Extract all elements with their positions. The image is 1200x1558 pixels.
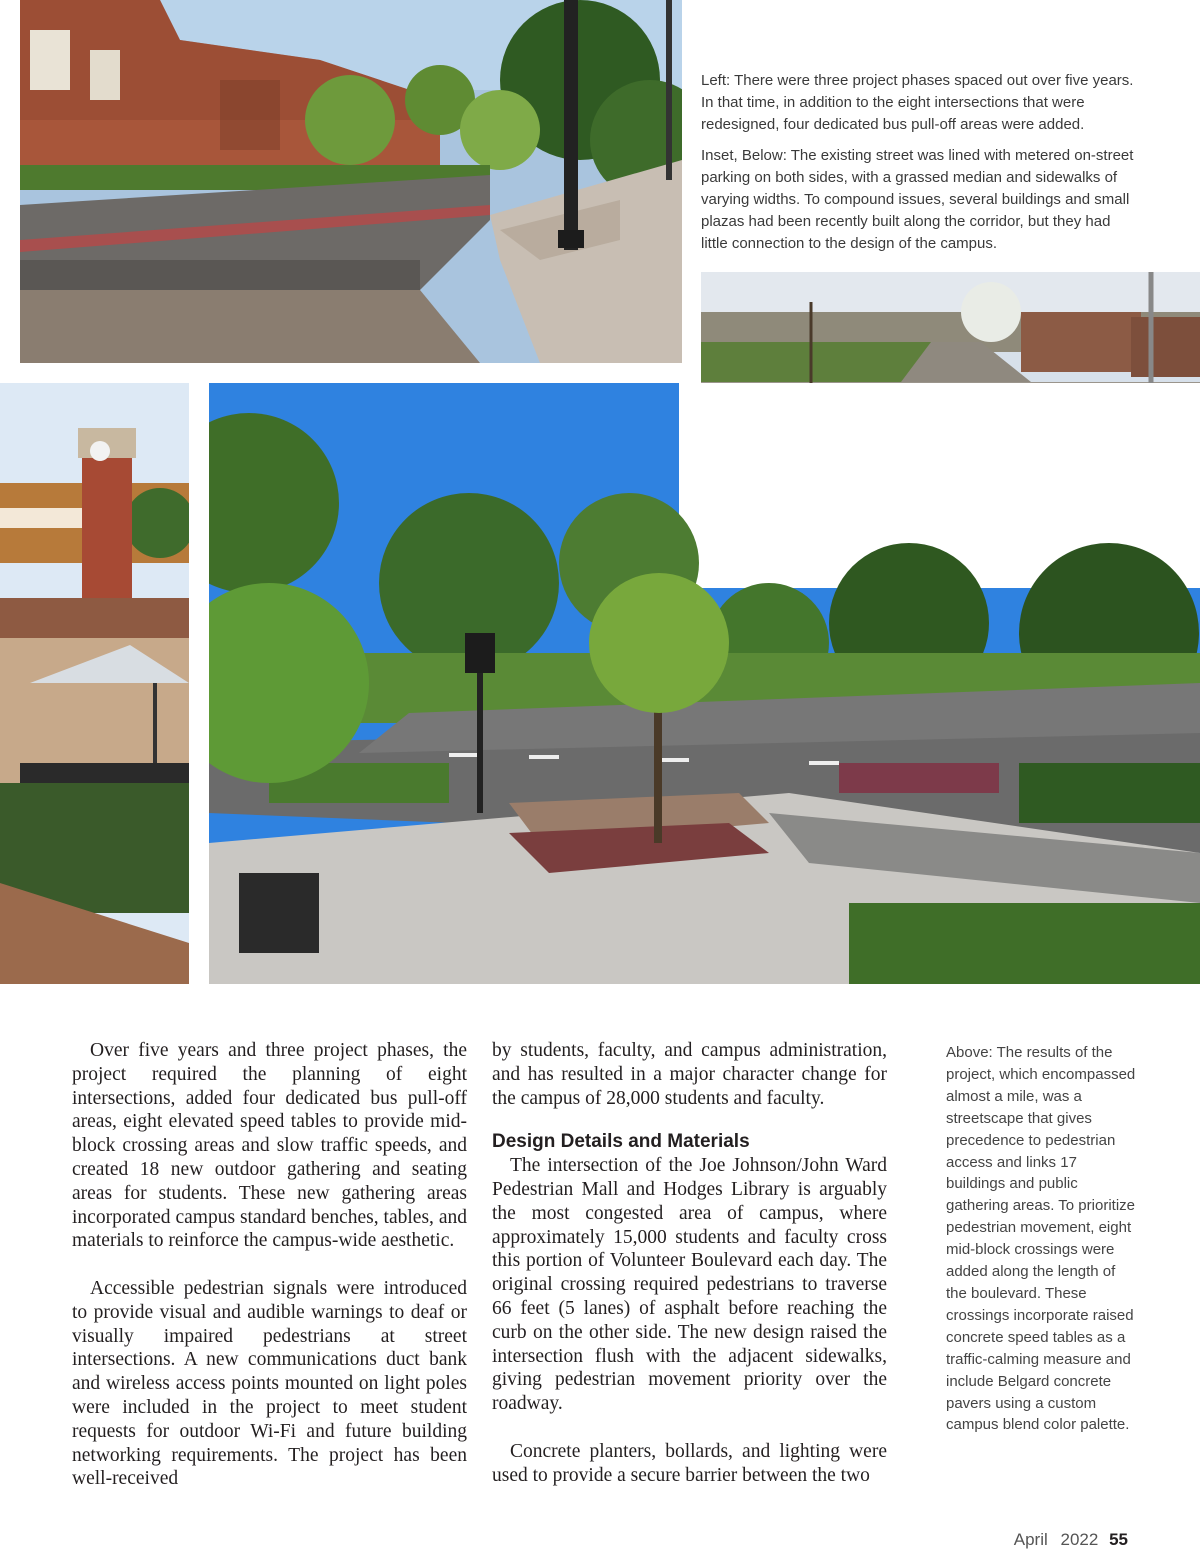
photo-intersection-result [209,383,1200,984]
article-paragraph: The intersection of the Joe Johnson/John Ward Pedestrian Mall and Hodges Library is arguably the most congested area of campus, where approximately 15,000 students and faculty cross this portion of Volunteer Boulevard each day. The original crossing required pedestrians to traverse 66 feet (5 lanes) of asphalt before reaching the curb on the other side. The new design raised the intersection flush with the adjacent sidewalks, giving pedestrian movement priority over the roadway. [492,1155,887,1415]
article-paragraph: by students, faculty, and campus administration, and has resulted in a major character change for the campus of 28,000 students and faculty. [492,1040,887,1109]
page-number: 55 [1109,1530,1128,1549]
page-folio [1014,1530,1128,1550]
caption-left: Left: There were three project phases spaced out over five years. In that time, in addition to the eight intersections that were redesigned, four dedicated bus pull-off areas were added. [701,72,1134,133]
caption-above: Above: The results of the project, which encompassed almost a mile, was a streetscape that gives precedence to pedestrian access and links 17 buildings and public gathering areas. To prioritize pedestrian movement, eight mid-block crossings were added along the length of the boulevard. These crossings incorporate raised concrete speed tables as a traffic-calming measure and include Belgard concrete pavers using a custom campus blend color palette. [946,1044,1136,1434]
photo-clock-tower-plaza [0,383,189,984]
article-column-1 [72,1039,467,1491]
article-paragraph: Accessible pedestrian signals were introduced to provide visual and audible warnings to deaf or visually impaired pedestrians at street intersections. A new communications duct bank and wireless access points mounted on light poles were included in the project to meet student requests for outdoor Wi-Fi and future building networking requirements. The project has been well-received [72,1277,467,1490]
article-paragraph: Over five years and three project phases, the project required the planning of eight intersections, added four dedicated bus pull-off areas, eight elevated speed tables to provide mid-block crossing areas and slow traffic speeds, and created 18 new outdoor gathering and seating areas for students. These new gathering areas incorporated campus standard benches, tables, and materials to reinforce the campus-wide aesthetic. [72,1040,467,1252]
caption-inset: Inset, Below: The existing street was lined with metered on-street parking on both sides, with a grassed median and sidewalks of varying widths. To compound issues, several buildings and small plazas had been recently built along the corridor, but they had little connection to the design of the campus. [701,147,1134,252]
folio-month: April [1013,1530,1048,1549]
caption-block-top-right [701,70,1141,264]
article-paragraph: Concrete planters, bollards, and lighting were used to provide a secure barrier between the two [492,1440,887,1486]
folio-year: 2022 [1060,1530,1099,1549]
photo-streetscape-brick-buildings [20,0,682,363]
section-heading: Design Details and Materials [492,1131,750,1153]
article-column-2 [492,1039,887,1487]
